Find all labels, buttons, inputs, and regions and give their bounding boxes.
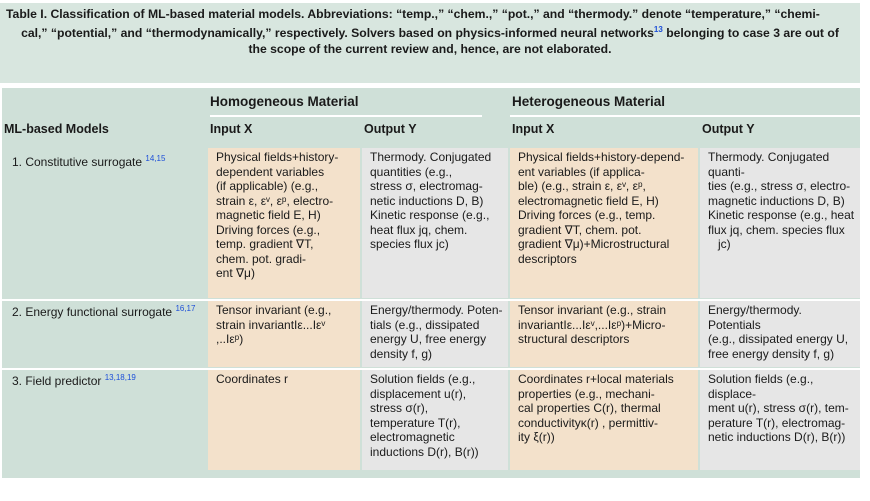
cell-r3-homo-output: Solution fields (e.g., displacement u(r), stress σ(r), temperature T(r), electromagnetic inductions D(r), B(r)) xyxy=(362,370,508,470)
classification-table xyxy=(2,88,860,478)
header-ml-models: ML-based Models xyxy=(4,122,109,136)
caption-line-1: Table I. Classification of ML-based material models. Abbreviations: “temp.,” “chem.,” “pot.,” and “thermody.” denote “temperature,” “chemi- xyxy=(6,7,820,21)
header-input-x-homogeneous: Input X xyxy=(210,122,253,136)
row-label-constitutive: 1. Constitutive surrogate $^{14,15}$ xyxy=(12,154,166,169)
cell-r2-het-output: Energy/thermody. Potentials (e.g., dissipated energy U, free energy density f, g) xyxy=(700,301,860,367)
row-ref-link[interactable]: 13,18,19 xyxy=(104,373,136,382)
cell-r1-homo-input: Physical fields+history- dependent variables (if applicable) (e.g., strain ε, εᵛ, εᵖ, electro- magnetic field E, H) Driving forces (e.g., temp. gradient ∇T, chem. pot. gradi- ent ∇μ) xyxy=(208,148,360,298)
cell-r1-homo-output: Thermody. Conjugated quantities (e.g., stress σ, electromag- netic inductions D, B) Kinetic response (e.g., heat flux jq, chem. species flux jc) xyxy=(362,148,508,298)
header-input-x-heterogeneous: Input X xyxy=(512,122,555,136)
caption-line-3: the scope of the current review and, hence, are not elaborated. xyxy=(248,42,612,57)
row-label-energy-functional: 2. Energy functional surrogate $^{16,17}$ xyxy=(12,304,196,319)
caption-line-2: cal,” “potential,” and “thermodynamically,” respectively. Solvers based on physics-informed neural networks$^{13}$ belonging to case 3 are out of xyxy=(21,25,839,41)
group-underline-homogeneous xyxy=(210,115,482,117)
group-underline-heterogeneous xyxy=(510,115,860,117)
header-output-y-heterogeneous: Output Y xyxy=(702,122,755,136)
row-ref-link[interactable]: 16,17 xyxy=(175,304,196,313)
caption-ref-link[interactable]: 13 xyxy=(653,25,663,34)
cell-r2-homo-input: Tensor invariant (e.g., strain invariantIε...Iεᵛ ,..Iεᵖ) xyxy=(208,301,360,367)
header-homogeneous: Homogeneous Material xyxy=(210,94,359,109)
cell-r3-het-input: Coordinates r+local materials properties (e.g., mechani- cal properties C(r), thermal conductivityκ(r) , permittiv- ity ξ(r)) xyxy=(510,370,698,470)
header-output-y-homogeneous: Output Y xyxy=(364,122,417,136)
table-caption xyxy=(0,3,860,83)
row-label-field-predictor: 3. Field predictor $^{13,18,19}$ xyxy=(12,373,136,388)
cell-r1-het-input: Physical fields+history-depend- ent variables (if applica- ble) (e.g., strain ε, εᵛ, εᵖ, electromagnetic field E, H) Driving forces (e.g., temp. gradient ∇T, chem. pot. gradient ∇μ)+Microstructural descriptors xyxy=(510,148,698,298)
cell-r2-homo-output: Energy/thermody. Poten- tials (e.g., dissipated energy U, free energy density f, g) xyxy=(362,301,508,367)
cell-r3-homo-input: Coordinates r xyxy=(208,370,360,470)
header-heterogeneous: Heterogeneous Material xyxy=(512,94,666,109)
cell-r1-het-output: Thermody. Conjugated quanti- ties (e.g., stress σ, electro- magnetic inductions D, B) Kinetic response (e.g., heat flux jq, chem. species flux jc) xyxy=(700,148,860,298)
cell-r2-het-input: Tensor invariant (e.g., strain invariantIε...Iεᵛ,...Iεᵖ)+Micro- structural descriptors xyxy=(510,301,698,367)
cell-r3-het-output: Solution fields (e.g., displace- ment u(r), stress σ(r), tem- perature T(r), electromag- netic inductions D(r), B(r)) xyxy=(700,370,860,470)
row-ref-link[interactable]: 14,15 xyxy=(145,154,166,163)
